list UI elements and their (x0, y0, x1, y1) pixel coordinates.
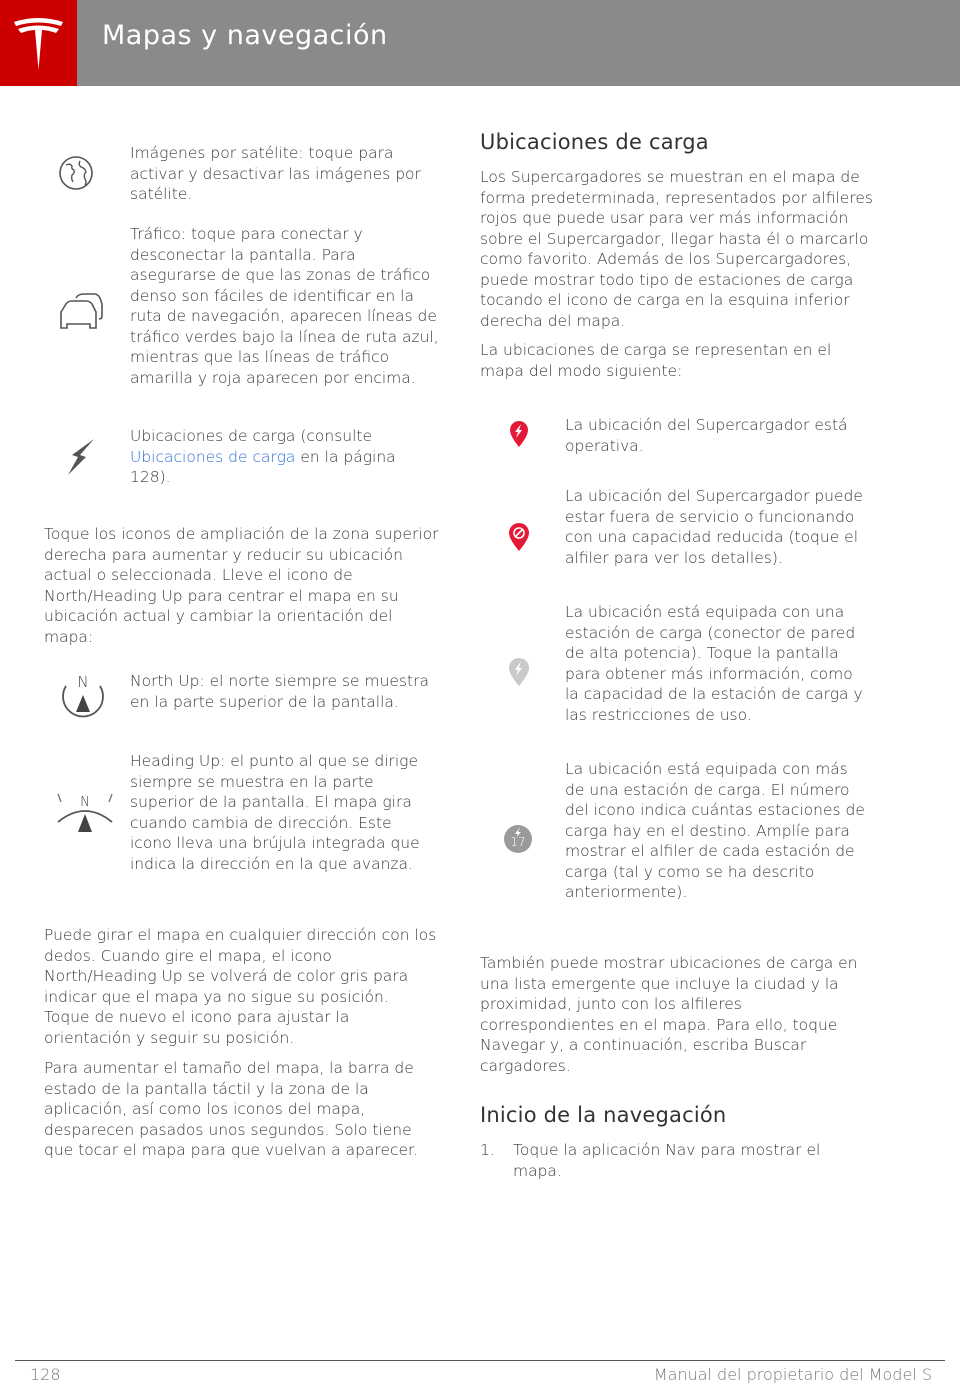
list-paragraph: También puede mostrar ubicaciones de carga en una lista emergente que incluye la ciudad y la proximidad, junto con los alfileres correspondientes en el mapa. Para ello, toque Navegar y, a continuación, escriba Buscar cargadores. (480, 954, 858, 1075)
pin-wall-connector-description: La ubicación está equipada con una estación de carga (conector de pared de alta potencia). Toque la pantalla para obtener más información, como la capacidad de la estación de carga y las restricciones de uso. (565, 603, 863, 724)
heading-up-icon (52, 792, 118, 840)
supercharger-warning-pin-icon (507, 522, 531, 552)
representation-paragraph: La ubicaciones de carga se representan en el mapa del modo siguiente: (480, 341, 832, 380)
svg-text:N: N (77, 673, 89, 691)
page-title: Mapas y navegación (102, 20, 388, 51)
heading-up-description: Heading Up: el punto al que se dirige siempre se muestra en la parte superior de la pantalla. El mapa gira cuando cambia de dirección. Este icono lleva una brújula integrada que indica la dirección en la que avanza. (130, 752, 420, 873)
pin-multi-station-description: La ubicación está equipada con más de una estación de carga. El número del icono indica cuántas estaciones de carga hay en el destino. Amplíe para mostrar el alfiler de cada estación de carga (tal y como se ha descrito anteriormente). (565, 760, 865, 901)
step-number: 1. (480, 1141, 495, 1159)
multi-station-count-badge: 17 (510, 835, 526, 849)
pin-warning-description: La ubicación del Supercargador puede estar fuera de servicio o funcionando con una capacidad reducida (toque el alfiler para ver los detalles). (565, 487, 863, 567)
manual-title: Manual del propietario del Model S (653, 1365, 932, 1384)
traffic-description: Tráfico: toque para conectar y desconectar la pantalla. Para asegurarse de que las zonas de tráfico denso son fáciles de identificar en la ruta de navegación, aparecen líneas de tráfico verdes bajo la línea de ruta azul, mientras que las líneas de tráfico amarilla y roja aparecen por encima. (130, 225, 439, 387)
wall-connector-pin-icon (507, 657, 531, 687)
svg-text:N: N (80, 795, 90, 810)
charging-locations-link[interactable]: Ubicaciones de carga (130, 447, 296, 466)
charging-bolt-icon (64, 437, 98, 477)
traffic-cars-icon (58, 292, 104, 332)
tesla-logo (0, 0, 77, 86)
step-text: Toque la aplicación Nav para mostrar el mapa. (513, 1141, 821, 1180)
globe-icon (58, 155, 94, 191)
rotate-paragraph: Puede girar el mapa en cualquier dirección con los dedos. Cuando gire el mapa, el icono North/Heading Up se volverá de color gris para indicar que el mapa ya no sigue su posición. Toque de nuevo el icono para ajustar la orientación y seguir su posición. (44, 926, 437, 1047)
pin-operational-description: La ubicación del Supercargador está operativa. (565, 416, 848, 455)
zoom-paragraph: Toque los iconos de ampliación de la zona superior derecha para aumentar y reducir su ubicación actual o seleccionada. Lleve el icono de North/Heading Up para centrar el mapa en su ubicación actual y cambiar la orientación del mapa: (44, 525, 439, 646)
charging-description (130, 426, 430, 488)
footer-divider (15, 1360, 945, 1361)
navigation-start-heading: Inicio de la navegación (480, 1103, 727, 1127)
charging-text-before: Ubicaciones de carga (consulte (130, 427, 373, 445)
map-size-paragraph: Para aumentar el tamaño del mapa, la barra de estado de la pantalla táctil y la zona de la aplicación, así como los iconos del mapa, desparecen pasados unos segundos. Solo tiene que tocar el mapa para que vuelvan a aparecer. (44, 1059, 418, 1159)
multi-station-pin-icon (503, 823, 533, 855)
satellite-description: Imágenes por satélite: toque para activar y desactivar las imágenes por satélite. (130, 144, 421, 203)
page-header (0, 0, 960, 86)
charging-text-after: en la página 128). (130, 447, 396, 486)
page-number: 128 (30, 1365, 61, 1384)
north-up-description: North Up: el norte siempre se muestra en la parte superior de la pantalla. (130, 672, 429, 711)
supercharger-paragraph: Los Supercargadores se muestran en el mapa de forma predeterminada, representados por alfileres rojos que puede usar para ver más información sobre el Supercargador, llegar hasta él o marcarlo como favorito. Además de los Supercargadores, puede mostrar todo tipo de estaciones de carga tocando el icono de carga en la esquina inferior derecha del mapa. (480, 168, 873, 330)
north-up-icon (58, 672, 108, 726)
charging-locations-heading: Ubicaciones de carga (480, 130, 709, 154)
supercharger-pin-icon (508, 420, 530, 448)
